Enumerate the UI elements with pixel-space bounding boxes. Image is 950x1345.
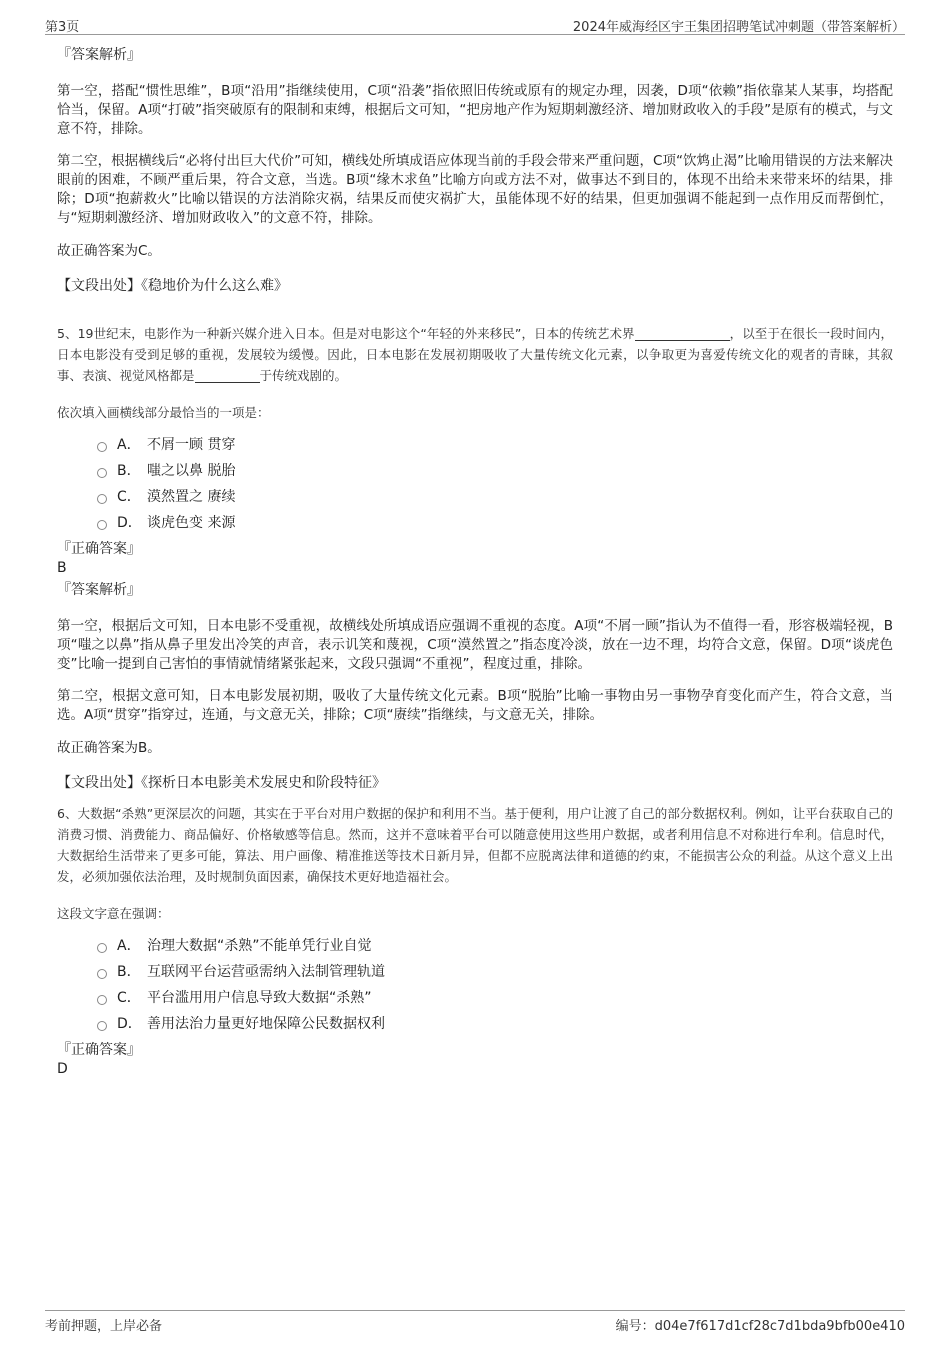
q5-stem-part-1: 5、19世纪末，电影作为一种新兴媒介进入日本。但是对电影这个“年轻的外来移民”，日本的传统艺术界 (57, 326, 635, 341)
q5-stem (57, 323, 893, 386)
radio-icon[interactable] (97, 1021, 107, 1031)
q5-source: 【文段出处】《探析日本电影美术发展史和阶段特征》 (57, 775, 386, 791)
radio-icon[interactable] (97, 442, 107, 452)
q5-analysis-para-1: 第一空，根据后文可知，日本电影不受重视，故横线处所填成语应强调不重视的态度。A项“不屑一顾”指认为不值得一看，形容极端轻视，B项“嗤之以鼻”指从鼻子里发出冷笑的声音，表示讥笑和蔑视，C项“漠然置之”指态度冷淡，放在一边不理，均符合文意，保留。D项“谈虎色变”比喻一提到自己害怕的事情就情绪紧张起来，文段只强调“不重视”，程度过重，排除。 (57, 618, 893, 672)
q6-answer: D (57, 1061, 68, 1077)
q5-stem-part-2: ，以至于在很长一段时间内，日本电影没有受到足够的重视，发展较为缓慢。因此，日本电影在发展初期吸收了大量传统文化元素，以争取更为喜爱传统文化的观者的青睐，其叙事、表演、视觉风格都是 (57, 326, 893, 383)
q5-option-c[interactable]: C． 漠然置之 赓续 (97, 484, 893, 510)
q4-analysis-para-1: 第一空，搭配“惯性思维”，B项“沿用”指继续使用，C项“沿袭”指依照旧传统或原有的规定办理，因袭，D项“依赖”指依靠某人某事，均搭配恰当，保留。A项“打破”指突破原有的限制和束缚，根据后文可知，“把房地产作为短期刺激经济、增加财政收入的手段”是原有的模式，与文意不符，排除。 (57, 83, 893, 137)
q5-prompt: 依次填入画横线部分最恰当的一项是： (57, 405, 270, 420)
radio-icon[interactable] (97, 969, 107, 979)
fill-blank-1 (635, 326, 730, 341)
radio-icon[interactable] (97, 520, 107, 530)
q6-options (57, 933, 893, 1037)
radio-icon[interactable] (97, 468, 107, 478)
q5-option-d[interactable]: D． 谈虎色变 来源 (97, 510, 893, 536)
correct-answer-label: 『正确答案』 (57, 541, 141, 557)
document-code: 编号：d04e7f617d1cf28c7d1bda9bfb00e410 (615, 1319, 905, 1334)
q4-conclusion: 故正确答案为C。 (57, 243, 161, 259)
q4-analysis-para-2: 第二空，根据横线后“必将付出巨大代价”可知，横线处所填成语应体现当前的手段会带来严重问题，C项“饮鸩止渴”比喻用错误的方法来解决眼前的困难，不顾严重后果，符合文意，当选。B项“缘木求鱼”比喻方向或方法不对，做事达不到目的，体现不出给未来带来坏的结果，排除；D项“抱薪救火”比喻以错误的方法消除灾祸，结果反而使灾祸扩大，虽能体现不好的结果，但更加强调不能起到一点作用反而帮倒忙，与“短期刺激经济、增加财政收入”的文意不符，排除。 (57, 153, 893, 226)
radio-icon[interactable] (97, 494, 107, 504)
page-number: 第3页 (45, 20, 80, 35)
correct-answer-label: 『正确答案』 (57, 1042, 141, 1058)
q6-option-a[interactable]: A． 治理大数据“杀熟”不能单凭行业自觉 (97, 933, 893, 959)
q4-source: 【文段出处】《稳地价为什么这么难》 (57, 278, 288, 294)
q6-option-d[interactable]: D． 善用法治力量更好地保障公民数据权利 (97, 1011, 893, 1037)
q6-stem: 6、大数据“杀熟”更深层次的问题，其实在于平台对用户数据的保护和利用不当。基于便利，用户让渡了自己的部分数据权利。例如，让平台获取自己的消费习惯、消费能力、商品偏好、价格敏感等信息。然而，这并不意味着平台可以随意使用这些用户数据，或者利用信息不对称进行牟利。信息时代，大数据给生活带来了更多可能，算法、用户画像、精准推送等技术日新月异，但都不应脱离法律和道德的约束，不能损害公众的利益。从这个意义上出发，必须加强依法治理，及时规制负面因素，确保技术更好地造福社会。 (57, 806, 893, 884)
q6-option-b[interactable]: B． 互联网平台运营亟需纳入法制管理轨道 (97, 959, 893, 985)
q5-analysis-para-2: 第二空，根据文意可知，日本电影发展初期，吸收了大量传统文化元素。B项“脱胎”比喻一事物由另一事物孕育变化而产生，符合文意，当选。A项“贯穿”指穿过，连通，与文意无关，排除；C项“赓续”指继续，与文意无关，排除。 (57, 688, 893, 723)
footer-slogan: 考前押题，上岸必备 (45, 1319, 163, 1334)
page-content (57, 46, 893, 1078)
analysis-label: 『答案解析』 (57, 582, 141, 598)
q5-options (57, 432, 893, 536)
radio-icon[interactable] (97, 943, 107, 953)
q6-prompt: 这段文字意在强调： (57, 906, 170, 921)
analysis-label: 『答案解析』 (57, 47, 141, 63)
q5-answer: B (57, 560, 67, 576)
page-header (45, 14, 905, 35)
q5-conclusion: 故正确答案为B。 (57, 740, 161, 756)
q5-stem-part-3: 于传统戏剧的。 (259, 368, 348, 383)
q6-option-c[interactable]: C． 平台滥用用户信息导致大数据“杀熟” (97, 985, 893, 1011)
radio-icon[interactable] (97, 995, 107, 1005)
q5-option-b[interactable]: B． 嗤之以鼻 脱胎 (97, 458, 893, 484)
fill-blank-2 (195, 368, 260, 383)
page-footer (45, 1310, 905, 1333)
q5-option-a[interactable]: A． 不屑一顾 贯穿 (97, 432, 893, 458)
document-title: 2024年威海经区宇王集团招聘笔试冲刺题（带答案解析） (572, 20, 905, 35)
